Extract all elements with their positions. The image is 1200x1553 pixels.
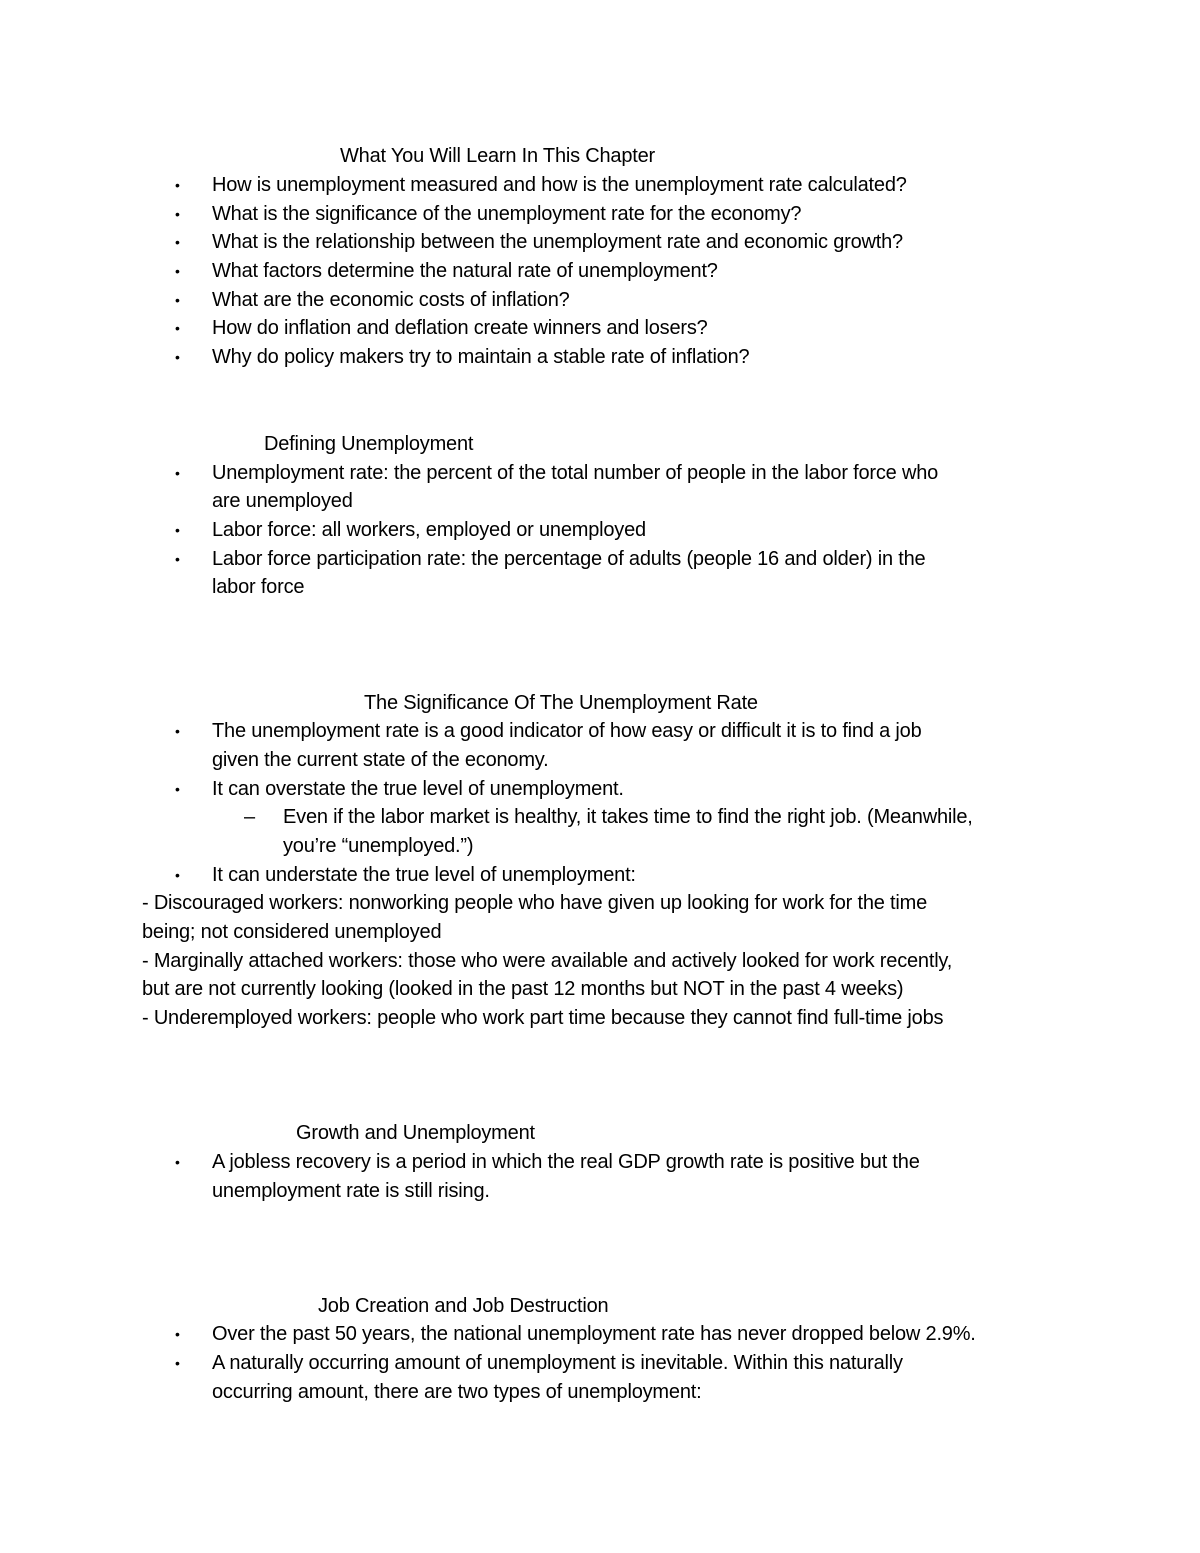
significance-item-continued: given the current state of the economy.	[212, 749, 549, 771]
bullet-icon: •	[175, 349, 180, 365]
section-heading-job-creation: Job Creation and Job Destruction	[318, 1295, 609, 1317]
worker-type-line: - Underemployed workers: people who work part time because they cannot find full-time jobs	[142, 1007, 944, 1029]
significance-sub-item-continued: you’re “unemployed.”)	[283, 835, 474, 857]
bullet-icon: •	[175, 551, 180, 567]
bullet-icon: •	[175, 723, 180, 739]
definition-item-continued: are unemployed	[212, 490, 353, 512]
learning-item: Why do policy makers try to maintain a stable rate of inflation?	[212, 346, 750, 368]
bullet-icon: •	[175, 263, 180, 279]
bullet-icon: •	[175, 781, 180, 797]
significance-item: It can overstate the true level of unemployment.	[212, 778, 624, 800]
bullet-icon: •	[175, 177, 180, 193]
learning-item: What are the economic costs of inflation?	[212, 289, 570, 311]
bullet-icon: •	[175, 465, 180, 481]
bullet-icon: •	[175, 522, 180, 538]
definition-item-continued: labor force	[212, 576, 305, 598]
bullet-icon: •	[175, 206, 180, 222]
definition-item: Labor force: all workers, employed or unemployed	[212, 519, 646, 541]
worker-type-line: - Marginally attached workers: those who were available and actively looked for work recently,	[142, 950, 953, 972]
bullet-icon: •	[175, 320, 180, 336]
definition-item: Labor force participation rate: the percentage of adults (people 16 and older) in the	[212, 548, 926, 570]
section-heading-significance: The Significance Of The Unemployment Rate	[364, 692, 758, 714]
bullet-icon: •	[175, 1326, 180, 1342]
bullet-icon: •	[175, 1355, 180, 1371]
worker-type-line: but are not currently looking (looked in the past 12 months but NOT in the past 4 weeks)	[142, 978, 904, 1000]
learning-item: What is the relationship between the unemployment rate and economic growth?	[212, 231, 903, 253]
learning-item: How is unemployment measured and how is the unemployment rate calculated?	[212, 174, 907, 196]
job-creation-item: Over the past 50 years, the national unemployment rate has never dropped below 2.9%.	[212, 1323, 976, 1345]
section-heading-chapter-learning: What You Will Learn In This Chapter	[340, 145, 656, 167]
section-heading-defining-unemployment: Defining Unemployment	[264, 433, 474, 455]
bullet-icon: •	[175, 867, 180, 883]
bullet-icon: •	[175, 234, 180, 250]
learning-item: What factors determine the natural rate of unemployment?	[212, 260, 718, 282]
bullet-icon: •	[175, 1154, 180, 1170]
significance-item: It can understate the true level of unemployment:	[212, 864, 636, 886]
significance-sub-item: Even if the labor market is healthy, it takes time to find the right job. (Meanwhile,	[283, 806, 973, 828]
growth-item-continued: unemployment rate is still rising.	[212, 1180, 490, 1202]
worker-type-line: - Discouraged workers: nonworking people who have given up looking for work for the time	[142, 892, 928, 914]
definition-item: Unemployment rate: the percent of the total number of people in the labor force who	[212, 462, 939, 484]
worker-type-line: being; not considered unemployed	[142, 921, 442, 943]
section-heading-growth: Growth and Unemployment	[296, 1122, 535, 1144]
significance-item: The unemployment rate is a good indicator of how easy or difficult it is to find a job	[212, 720, 922, 742]
bullet-icon: •	[175, 292, 180, 308]
dash-icon: –	[244, 806, 256, 828]
job-creation-item: A naturally occurring amount of unemployment is inevitable. Within this naturally	[212, 1352, 903, 1374]
job-creation-item-continued: occurring amount, there are two types of unemployment:	[212, 1381, 702, 1403]
growth-item: A jobless recovery is a period in which the real GDP growth rate is positive but the	[212, 1151, 920, 1173]
learning-item: How do inflation and deflation create winners and losers?	[212, 317, 708, 339]
learning-item: What is the significance of the unemployment rate for the economy?	[212, 203, 802, 225]
